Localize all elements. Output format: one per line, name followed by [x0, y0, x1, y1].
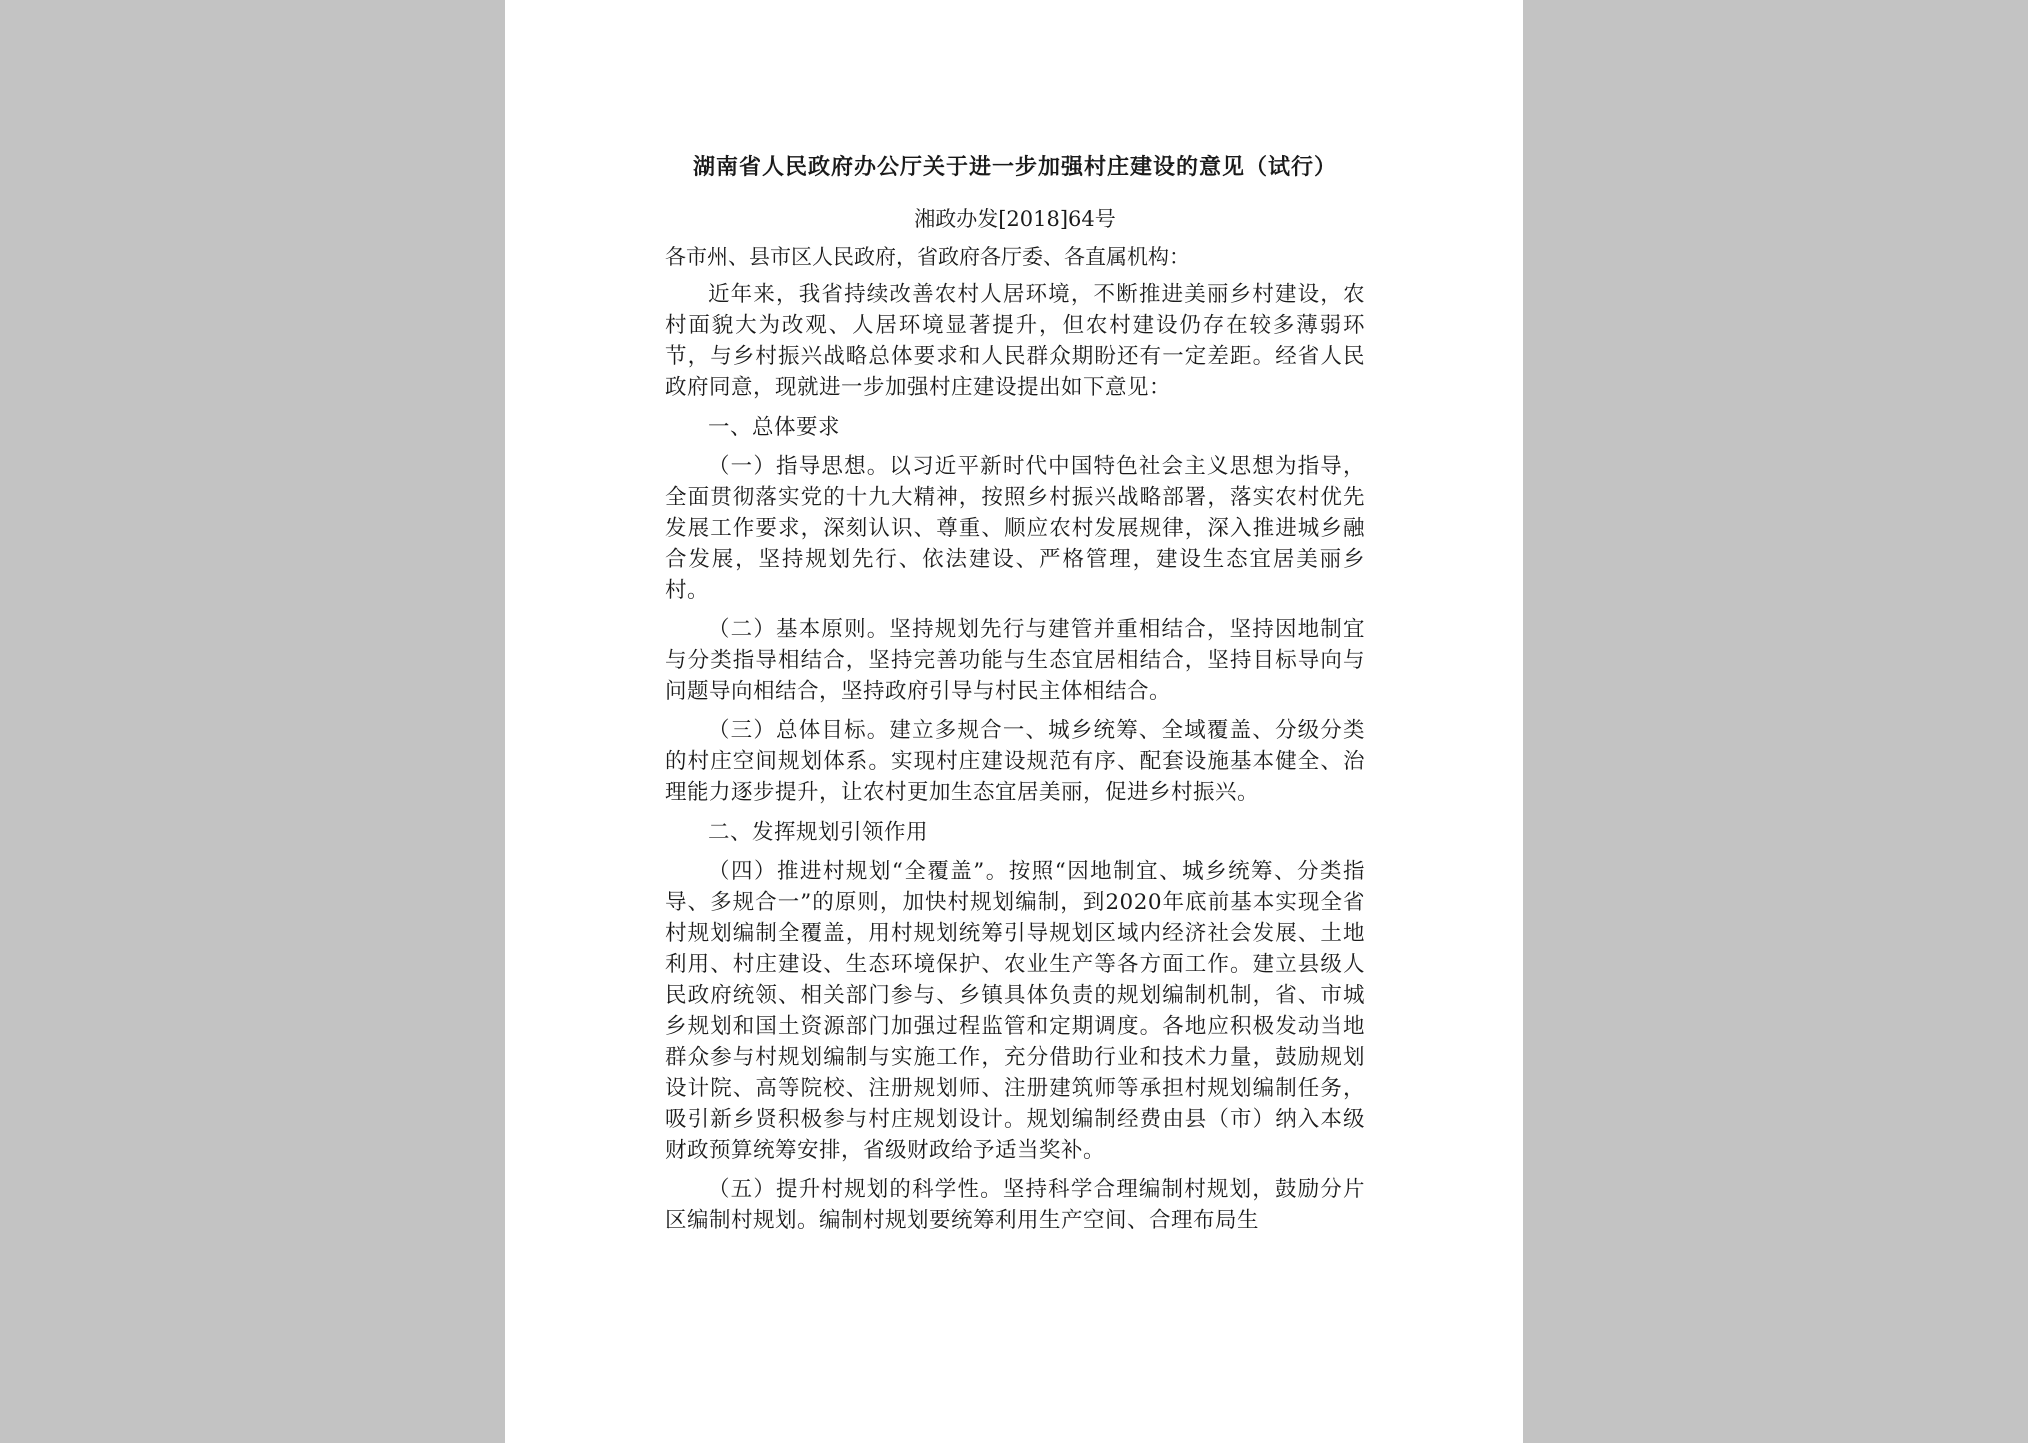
- document-number: 湘政办发[2018]64号: [914, 207, 1116, 231]
- paragraph-planning-coverage: （四）推进村规划“全覆盖”。按照“因地制宜、城乡统筹、分类指导、多规合一”的原则，加快村规划编制，到2020年底前基本实现全省村规划编制全覆盖，用村规划统筹引导规划区域内经济社会发展、土地利用、村庄建设、生态环境保护、农业生产等各方面工作。建立县级人民政府统领、相关部门参与、乡镇具体负责的规划编制机制，省、市城乡规划和国土资源部门加强过程监管和定期调度。各地应积极发动当地群众参与村规划编制与实施工作，充分借助行业和技术力量，鼓励规划设计院、高等院校、注册规划师、注册建筑师等承担村规划编制任务，吸引新乡贤积极参与村庄规划设计。规划编制经费由县（市）纳入本级财政预算统筹安排，省级财政给予适当奖补。: [665, 859, 1365, 1163]
- paragraph-planning-scientific: （五）提升村规划的科学性。坚持科学合理编制村规划，鼓励分片区编制村规划。编制村规划要统筹利用生产空间、合理布局生: [665, 1177, 1365, 1233]
- paragraph-overall-goal: （三）总体目标。建立多规合一、城乡统筹、全域覆盖、分级分类的村庄空间规划体系。实现村庄建设规范有序、配套设施基本健全、治理能力逐步提升，让农村更加生态宜居美丽，促进乡村振兴。: [665, 718, 1365, 805]
- document-content: [665, 140, 1365, 1236]
- paragraph-basic-principles: （二）基本原则。坚持规划先行与建管并重相结合，坚持因地制宜与分类指导相结合，坚持完善功能与生态宜居相结合，坚持目标导向与问题导向相结合，坚持政府引导与村民主体相结合。: [665, 617, 1365, 704]
- document-title: 湖南省人民政府办公厅关于进一步加强村庄建设的意见（试行）: [692, 154, 1337, 180]
- intro-paragraph: 近年来，我省持续改善农村人居环境，不断推进美丽乡村建设，农村面貌大为改观、人居环境显著提升，但农村建设仍存在较多薄弱环节，与乡村振兴战略总体要求和人民群众期盼还有一定差距。经省人民政府同意，现就进一步加强村庄建设提出如下意见：: [665, 282, 1365, 400]
- paragraph-guiding-ideology: （一）指导思想。以习近平新时代中国特色社会主义思想为指导，全面贯彻落实党的十九大精神，按照乡村振兴战略部署，落实农村优先发展工作要求，深刻认识、尊重、顺应农村发展规律，深入推进城乡融合发展，坚持规划先行、依法建设、严格管理，建设生态宜居美丽乡村。: [665, 454, 1365, 603]
- addressee-line: 各市州、县市区人民政府，省政府各厅委、各直属机构：: [665, 245, 1190, 269]
- section-heading-1: 一、总体要求: [708, 415, 841, 440]
- document-page: [505, 0, 1523, 1443]
- section-heading-2: 二、发挥规划引领作用: [708, 820, 929, 845]
